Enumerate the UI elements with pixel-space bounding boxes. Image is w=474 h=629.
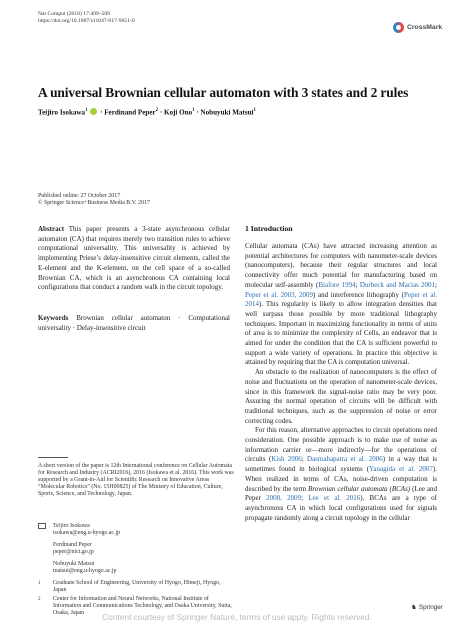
published-date: Published online: 27 October 2017	[38, 193, 121, 199]
abstract-label: Abstract	[38, 225, 65, 233]
author-affil-marker: 1	[85, 108, 88, 113]
text-run: ) and interference lithography (	[313, 290, 404, 299]
text-run: ). When realized in terms of CAs, noise-driven computation is described by the term	[245, 465, 437, 493]
text-run: ). This regularity is likely to allow integration densities that well surpass those possible by more traditional lithography techniques. Important in maximizing functionality in terms of units of area is to minimize the complexity of Cells, an endeavor that is aimed for under the condition that the CA is sufficient powerful to support a wide variety of operations. In practice this objective is attained by requiring that the CA is computation universal.	[245, 300, 437, 367]
doi-link[interactable]: https://doi.org/10.1007/s11047-017-9651-0	[38, 18, 135, 25]
text-run: ;	[355, 280, 360, 289]
text-run: For this reason, alternative approaches to circuit operations need consideration. One possible approach is to make use of noise as information carrier or—more indirectly—for the operations of circuits (	[245, 426, 437, 464]
author-affil-marker: 2	[155, 108, 159, 113]
text-run: ;	[301, 455, 308, 464]
author-name: Koji Ono	[163, 108, 193, 117]
text-run: ;	[435, 280, 437, 289]
correspondent-name: Teijiro Isokawa	[53, 523, 90, 529]
footnote-divider	[38, 457, 68, 458]
correspondent-email[interactable]: peper@nict.go.jp	[53, 549, 94, 556]
correspondent-name: Ferdinand Peper	[53, 542, 92, 549]
citation-link[interactable]: Peper et al. 2003, 2009	[245, 290, 314, 299]
keywords-label: Keywords	[38, 314, 69, 322]
author-name: Ferdinand Peper	[104, 108, 156, 117]
text-run: ). BCAs are a type of asynchronous CA in which local configurations used for signals propagate randomly along a circuit topology in the cellular	[245, 494, 438, 522]
springer-horse-icon: ♞	[411, 604, 417, 611]
journal-header	[38, 11, 135, 26]
copyright-line: © Springer Science+Business Media B.V. 2017	[38, 200, 150, 207]
keywords	[38, 314, 230, 333]
introduction-text	[245, 242, 437, 523]
author-affil-marker: 1	[253, 108, 256, 113]
springer-label: Springer	[418, 603, 443, 611]
citation-link[interactable]: Peper et al. 2014	[245, 290, 437, 309]
citation-link[interactable]: Durbeck and Macias 2001	[359, 280, 436, 289]
affiliation-number: 2	[38, 597, 41, 602]
correspondent-email[interactable]: isokawa@eng.u-hyogo.ac.jp	[53, 530, 121, 537]
emphasis-term: Brownian cellular automata (BCAs)	[308, 484, 411, 493]
crossmark-icon	[393, 22, 404, 33]
text-run: (Lee and Peper	[245, 484, 437, 503]
springer-logo	[411, 603, 443, 611]
paragraph: An obstacle to the realization of nanocomputers is the effect of noise and fluctuations on the operation of nanometer-scale devices, since in this framework the signal-noise ratio may be very poor. Assuring the normal operation of circuits will be difficult with traditional techniques, such as the suppression of noise or error correcting codes.	[245, 368, 437, 425]
citation-link[interactable]: Kish 2006	[271, 455, 302, 464]
journal-citation: Nat Comput (2018) 17:499–509	[38, 11, 110, 17]
abstract-text: This paper presents a 3-state asynchronous cellular automaton (CA) that requires merely two transition rules to achieve computational universality. This universality is achieved by implementing Priese’s delay-insensitive circuit elements, called the E-element and the K-element, on the cell space of a so-called Brownian CA, which is an asynchronous CA containing local configurations that conduct a random walk in the circuit topology.	[38, 225, 230, 292]
citation-link[interactable]: Yanagida et al. 2007	[369, 465, 433, 474]
text-run: ) in a way that is sometimes found in biological systems (	[245, 455, 437, 474]
affiliation-number: 1	[38, 581, 41, 586]
text-run: ;	[301, 494, 309, 503]
author-affil-marker: 1	[192, 108, 195, 113]
text-run: Cellular automata (CAs) have attracted increasing attention as potential architectures for computers with nanometer-scale devices (nanocomputers), because their regular structures and local connectivity offer much potential for manufacturing based on molecular self-assembly (	[245, 242, 437, 289]
publication-info	[38, 193, 150, 208]
citation-link[interactable]: Lee et al. 2016	[308, 494, 361, 503]
author-list: Teijiro Isokawa$^1$ · Ferdinand Peper$^2$ · Koji Ono$^1$ · Nobuyuki Matsui$^1$	[38, 108, 256, 117]
correspondent-name: Nobuyuki Matsui	[53, 561, 95, 568]
orcid-icon[interactable]	[90, 108, 97, 115]
correspondent-email[interactable]: matsui@eng.u-hyogo.ac.jp	[53, 568, 117, 575]
crossmark-label: CrossMark	[407, 24, 443, 31]
paragraph	[245, 426, 437, 523]
author-name: Nobuyuki Matsui	[200, 108, 254, 117]
abstract	[38, 225, 230, 293]
citation-link[interactable]: 2008, 2009	[266, 494, 302, 503]
citation-link[interactable]: Dasmahapatra et al. 2006	[307, 455, 383, 464]
paper-title: A universal Brownian cellular automaton with 3 states and 2 rules	[38, 85, 409, 100]
courtesy-notice: Content courtesy of Springer Nature, terms of use apply. Rights reserved.	[102, 612, 372, 622]
keywords-text: Brownian cellular automaton · Computational universality · Delay-insensitive circuit	[38, 314, 230, 332]
citation-link[interactable]: Biafore 1994	[318, 280, 356, 289]
crossmark-button[interactable]	[393, 22, 442, 33]
affiliation-text: Center for Information and Neural Networks, National Institute of Information and Communications Technology, and Osaka University, Suita, Osaka, Japan	[53, 596, 232, 617]
envelope-icon	[38, 523, 46, 529]
author-name: Teijiro Isokawa	[38, 108, 86, 117]
footnote: A short version of the paper is 12th International conference on Cellular Automata for Research and Industry (ACRI2016), 2016 (Isokawa et al. 2016). This work was supported by a Grant-in-Aid for Scientific Research on Innovative Areas “Molecular Robotics” (No. 15H00825) of The Ministry of Education, Culture, Sports, Science, and Technology, Japan.	[38, 463, 234, 498]
section-heading: 1 Introduction	[245, 224, 293, 233]
paragraph	[245, 242, 437, 368]
affiliation-text: Graduate School of Engineering, University of Hyogo, Himeji, Hyogo, Japan	[53, 580, 221, 594]
